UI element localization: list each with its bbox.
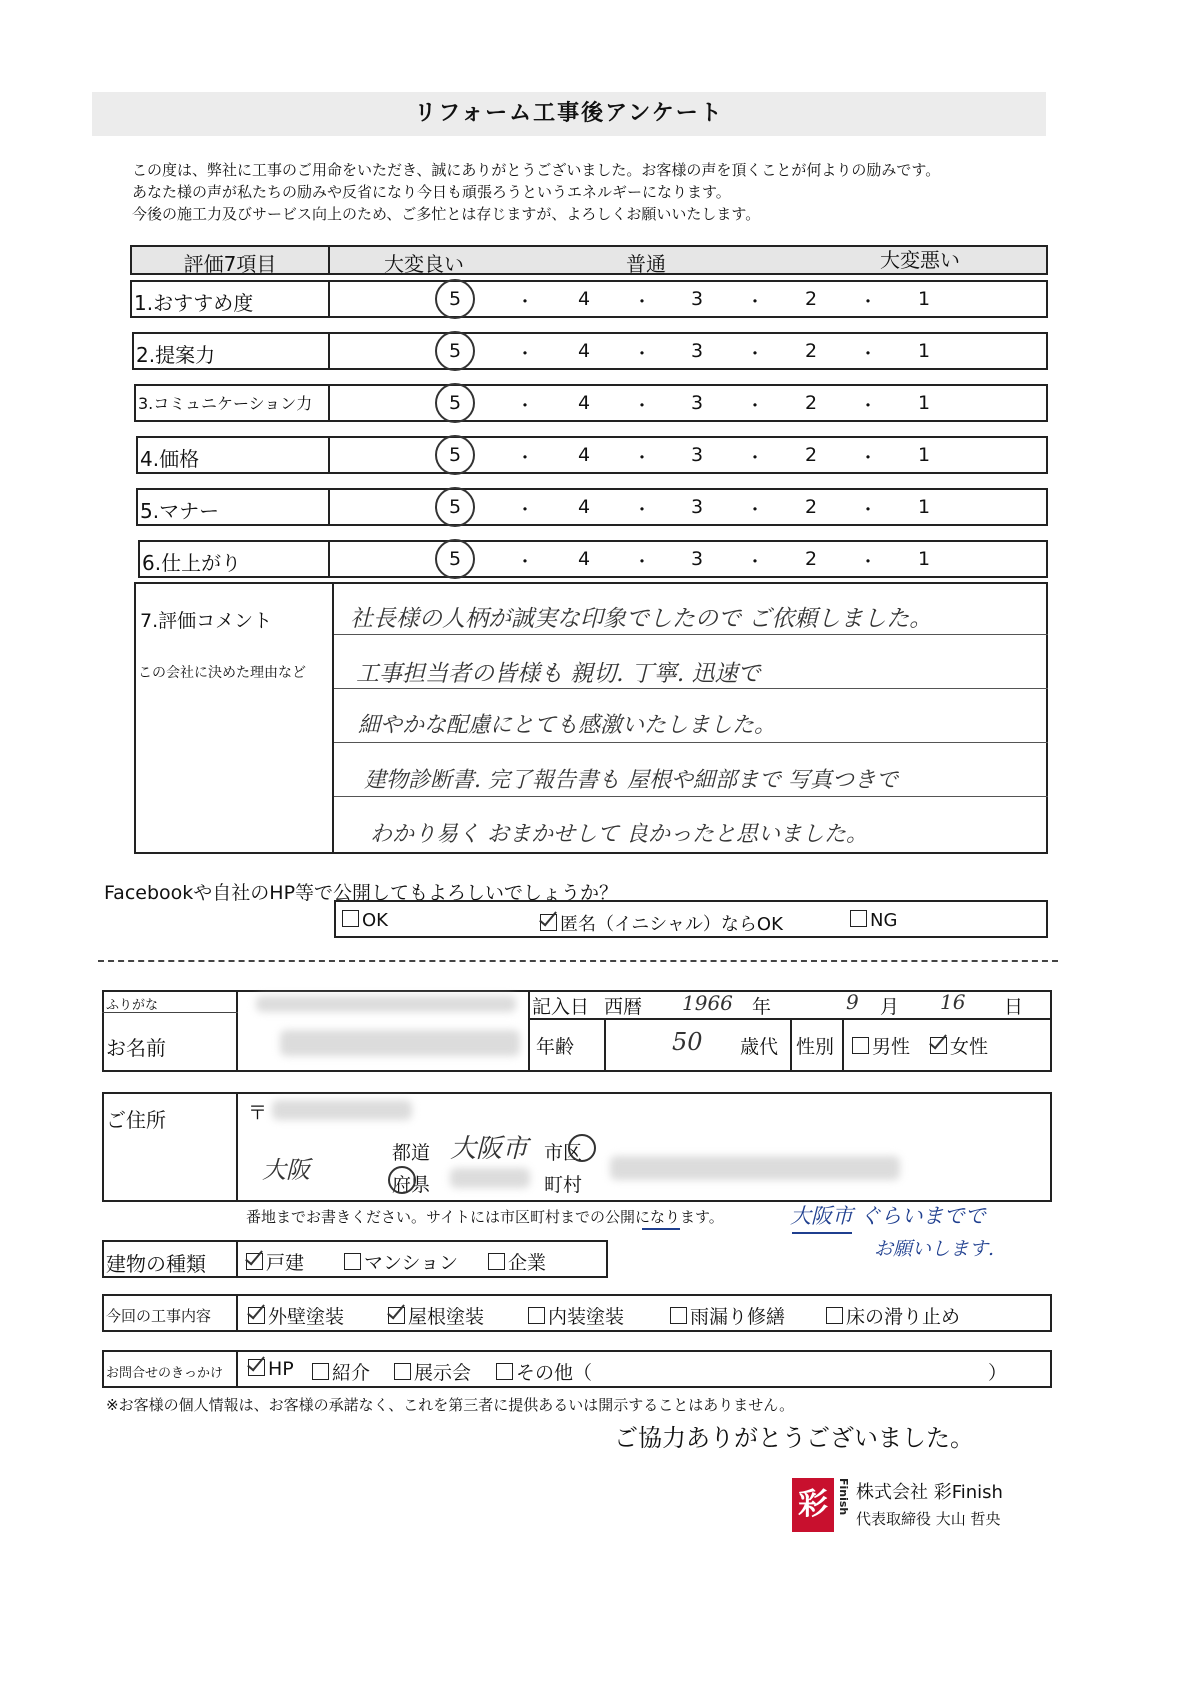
inquiry-close-paren: ） <box>988 1362 1008 1384</box>
comment-rule-4 <box>334 796 1048 797</box>
publish-anonymous-checkbox[interactable] <box>540 914 557 931</box>
building-option-company[interactable] <box>488 1248 546 1275</box>
work-floor-checkbox[interactable] <box>826 1307 843 1324</box>
building-label: 建物の種類 <box>106 1252 206 1276</box>
rating-score-option[interactable]: 4 <box>577 340 591 362</box>
rating-separator: ・ <box>516 344 534 365</box>
rating-score-option[interactable]: 5 <box>448 340 462 362</box>
rating-separator: ・ <box>516 396 534 417</box>
year-value: 1966 <box>682 991 733 1015</box>
publish-ok-label: OK <box>362 910 388 931</box>
intro-line-2: あなた様の声が私たちの励みや反省になり今日も頑張ろうというエネルギーになります。 <box>132 183 731 201</box>
city-value: 大阪市 <box>450 1134 529 1164</box>
postal-redacted <box>272 1100 412 1120</box>
street-redacted <box>610 1156 900 1180</box>
rating-separator: ・ <box>633 552 651 573</box>
work-leak-label: 雨漏り修繕 <box>690 1306 786 1328</box>
rating-separator: ・ <box>746 344 764 365</box>
comment-sublabel: この会社に決めた理由など <box>138 665 306 681</box>
rating-row-label: 6.仕上がり <box>142 551 242 575</box>
rating-score-option[interactable]: 5 <box>448 288 462 310</box>
gender-divider-1 <box>790 1018 792 1072</box>
rating-score-option[interactable]: 1 <box>917 340 931 362</box>
age-value: 50 <box>672 1028 703 1056</box>
work-label: 今回の工事内容 <box>106 1307 212 1325</box>
handwritten-note-1: 大阪市 ぐらいまでで <box>790 1204 986 1228</box>
rating-separator: ・ <box>516 292 534 313</box>
gender-female-checkbox[interactable] <box>930 1037 947 1054</box>
rating-separator: ・ <box>633 500 651 521</box>
building-house-checkbox[interactable] <box>246 1253 263 1270</box>
rating-score-option[interactable]: 3 <box>690 548 704 570</box>
publish-option-ng[interactable] <box>850 910 897 931</box>
rating-score-option[interactable]: 2 <box>804 340 818 362</box>
public-underline <box>642 1228 680 1230</box>
name-label: お名前 <box>106 1036 166 1060</box>
furigana-label: ふりがな <box>106 998 159 1013</box>
rating-selected-circle <box>435 435 475 475</box>
building-house-label: 戸建 <box>266 1252 305 1274</box>
era-label: 西暦 <box>604 996 643 1018</box>
rating-separator: ・ <box>859 448 877 469</box>
rating-separator: ・ <box>746 292 764 313</box>
work-floor-label: 床の滑り止め <box>846 1306 961 1328</box>
work-exterior-checkbox[interactable] <box>248 1307 265 1324</box>
publish-anonymous-label: 匿名（イニシャル）ならOK <box>560 914 783 935</box>
todo-label: 都道 <box>392 1142 431 1164</box>
rating-score-option[interactable]: 4 <box>577 392 591 414</box>
rating-separator: ・ <box>746 448 764 469</box>
work-roof-label: 屋根塗装 <box>408 1306 485 1328</box>
rating-separator: ・ <box>516 552 534 573</box>
rating-score-option[interactable]: 1 <box>917 288 931 310</box>
rating-selected-circle <box>435 331 475 371</box>
rating-score-option[interactable]: 2 <box>804 548 818 570</box>
inquiry-option-other[interactable] <box>496 1358 592 1385</box>
company-name: 株式会社 彩Finish <box>856 1482 1003 1503</box>
comment-label: 7.評価コメント <box>140 610 273 632</box>
inquiry-exhibition-checkbox[interactable] <box>394 1363 411 1380</box>
rating-score-option[interactable]: 5 <box>448 548 462 570</box>
gender-female-label: 女性 <box>950 1036 989 1058</box>
building-mansion-label: マンション <box>364 1252 459 1274</box>
publish-option-ok[interactable] <box>342 910 388 931</box>
rating-score-option[interactable]: 4 <box>577 548 591 570</box>
rating-score-option[interactable]: 5 <box>448 444 462 466</box>
work-option-interior[interactable] <box>528 1302 624 1329</box>
rating-score-option[interactable]: 5 <box>448 496 462 518</box>
work-interior-label: 内装塗装 <box>548 1306 625 1328</box>
rating-score-option[interactable]: 4 <box>577 444 591 466</box>
name-redacted <box>280 1030 520 1056</box>
cut-line <box>98 960 1058 962</box>
page-title: リフォーム工事後アンケート <box>414 101 724 126</box>
age-label: 年齢 <box>536 1036 575 1058</box>
inquiry-hp-checkbox[interactable] <box>248 1359 265 1376</box>
date-label: 記入日 <box>532 996 590 1018</box>
rating-row-label: 3.コミュニケーション力 <box>138 394 313 413</box>
rating-score-option[interactable]: 3 <box>690 392 704 414</box>
rating-separator: ・ <box>633 292 651 313</box>
gender-label: 性別 <box>796 1036 835 1058</box>
district-redacted <box>450 1168 530 1188</box>
company-representative: 代表取締役 大山 哲央 <box>856 1510 1001 1528</box>
rating-separator: ・ <box>516 448 534 469</box>
work-option-leak[interactable] <box>670 1302 785 1329</box>
month-unit: 月 <box>880 996 900 1018</box>
month-value: 9 <box>846 990 859 1014</box>
work-roof-checkbox[interactable] <box>388 1307 405 1324</box>
building-option-mansion[interactable] <box>344 1248 458 1275</box>
publish-option-anonymous[interactable] <box>540 910 783 936</box>
rating-score-option[interactable]: 5 <box>448 392 462 414</box>
rating-score-option[interactable]: 1 <box>917 444 931 466</box>
building-company-label: 企業 <box>508 1252 547 1274</box>
prefecture-value: 大阪 <box>262 1156 310 1184</box>
day-value: 16 <box>940 990 966 1014</box>
building-company-checkbox[interactable] <box>488 1253 505 1270</box>
rating-separator: ・ <box>859 292 877 313</box>
inquiry-option-hp[interactable] <box>248 1358 294 1380</box>
gender-male[interactable] <box>852 1032 910 1059</box>
gender-divider-2 <box>842 1018 844 1072</box>
rating-score-option[interactable]: 2 <box>804 288 818 310</box>
building-mansion-checkbox[interactable] <box>344 1253 361 1270</box>
handwritten-underline <box>792 1232 852 1234</box>
work-option-exterior[interactable] <box>248 1302 344 1329</box>
rating-score-option[interactable]: 1 <box>917 392 931 414</box>
rating-separator: ・ <box>859 396 877 417</box>
rating-separator: ・ <box>859 552 877 573</box>
rating-row-label: 4.価格 <box>140 447 200 471</box>
inquiry-referral-checkbox[interactable] <box>312 1363 329 1380</box>
thanks-message: ご協力ありがとうございました。 <box>614 1424 974 1452</box>
comment-line-2: 工事担当者の皆様も 親切. 丁寧. 迅速で <box>356 661 761 687</box>
inquiry-option-referral[interactable] <box>312 1358 370 1385</box>
inquiry-hp-label: HP <box>268 1358 294 1380</box>
rating-selected-circle <box>435 279 475 319</box>
rating-score-option[interactable]: 2 <box>804 392 818 414</box>
publish-ng-checkbox[interactable] <box>850 910 867 927</box>
rating-selected-circle <box>435 487 475 527</box>
rating-row-label: 1.おすすめ度 <box>134 291 254 315</box>
rating-header-best: 大変良い <box>384 252 464 276</box>
rating-header-mid: 普通 <box>626 252 666 276</box>
publish-question: Facebookや自社のHP等で公開してもよろしいでしょうか？ <box>104 882 619 904</box>
rating-header-worst: 大変悪い <box>880 248 960 272</box>
inquiry-option-exhibition[interactable] <box>394 1358 471 1385</box>
furigana-redacted <box>256 996 516 1012</box>
rating-separator: ・ <box>859 500 877 521</box>
fuken-label: 府県 <box>392 1174 431 1196</box>
rating-selected-circle <box>435 383 475 423</box>
rating-separator: ・ <box>746 552 764 573</box>
rating-score-option[interactable]: 4 <box>577 288 591 310</box>
privacy-note: ※お客様の個人情報は、お客様の承諾なく、これを第三者に提供あるいは開示することはありません。 <box>106 1396 795 1414</box>
shiku-circle <box>568 1134 596 1162</box>
company-logo-side: Finish <box>837 1478 850 1516</box>
rating-row-label: 5.マナー <box>140 499 220 523</box>
inquiry-exhibition-label: 展示会 <box>414 1362 472 1384</box>
rating-separator: ・ <box>633 396 651 417</box>
comment-rule-1 <box>334 634 1048 635</box>
day-unit: 日 <box>1004 996 1024 1018</box>
work-option-roof[interactable] <box>388 1302 484 1329</box>
rating-score-option[interactable]: 3 <box>690 340 704 362</box>
shiku-label: 市区 <box>544 1142 583 1164</box>
rating-row-label: 2.提案力 <box>136 343 216 367</box>
work-exterior-label: 外壁塗装 <box>268 1306 345 1328</box>
comment-rule-2 <box>334 688 1048 689</box>
chouson-label: 町村 <box>544 1174 583 1196</box>
work-option-floor[interactable] <box>826 1302 960 1329</box>
inquiry-referral-label: 紹介 <box>332 1362 371 1384</box>
rating-score-option[interactable]: 1 <box>917 548 931 570</box>
publish-ok-checkbox[interactable] <box>342 910 359 927</box>
year-unit: 年 <box>752 996 772 1018</box>
comment-line-4: 建物診断書. 完了報告書も 屋根や細部まで 写真つきで <box>364 768 898 793</box>
fuken-circle <box>388 1166 416 1194</box>
rating-score-option[interactable]: 3 <box>690 496 704 518</box>
address-label: ご住所 <box>106 1108 166 1132</box>
building-option-house[interactable] <box>246 1248 304 1275</box>
rating-header-item: 評価7項目 <box>183 252 277 276</box>
rating-score-option[interactable]: 2 <box>804 444 818 466</box>
rating-score-option[interactable]: 2 <box>804 496 818 518</box>
age-divider <box>604 1018 606 1072</box>
inquiry-label: お問合せのきっかけ <box>106 1366 224 1381</box>
comment-line-5: わかり易く おまかせして 良かったと思いました。 <box>370 822 868 847</box>
work-interior-checkbox[interactable] <box>528 1307 545 1324</box>
comment-line-1: 社長様の人柄が誠実な印象でしたので ご依頼しました。 <box>350 606 933 632</box>
gender-female[interactable] <box>930 1032 988 1059</box>
inquiry-other-checkbox[interactable] <box>496 1363 513 1380</box>
publish-ng-label: NG <box>870 910 898 931</box>
rating-separator: ・ <box>859 344 877 365</box>
gender-male-label: 男性 <box>872 1036 911 1058</box>
rating-separator: ・ <box>746 396 764 417</box>
handwritten-note-2: お願いします. <box>874 1238 995 1260</box>
work-leak-checkbox[interactable] <box>670 1307 687 1324</box>
rating-separator: ・ <box>633 448 651 469</box>
rating-separator: ・ <box>516 500 534 521</box>
rating-selected-circle <box>435 539 475 579</box>
rating-separator: ・ <box>633 344 651 365</box>
postal-mark: 〒 <box>248 1102 268 1124</box>
inquiry-other-label: その他（ <box>516 1362 593 1384</box>
rating-separator: ・ <box>746 500 764 521</box>
gender-male-checkbox[interactable] <box>852 1037 869 1054</box>
comment-line-3: 細やかな配慮にとても感激いたしました。 <box>358 713 777 738</box>
intro-line-3: 今後の施工力及びサービス向上のため、ご多忙とは存じますが、よろしくお願いいたします。 <box>132 205 761 223</box>
intro-line-1: この度は、弊社に工事のご用命をいただき、誠にありがとうございました。お客様の声を頂くことが何よりの励みです。 <box>132 161 941 179</box>
address-note: 番地までお書きください。サイトには市区町村までの公開になります。 <box>246 1208 724 1226</box>
company-logo-stamp: 彩 <box>792 1478 834 1532</box>
rating-score-option[interactable]: 3 <box>690 444 704 466</box>
comment-rule-3 <box>334 742 1048 743</box>
age-unit: 歳代 <box>740 1036 779 1058</box>
rating-score-option[interactable]: 3 <box>690 288 704 310</box>
rating-score-option[interactable]: 1 <box>917 496 931 518</box>
rating-score-option[interactable]: 4 <box>577 496 591 518</box>
